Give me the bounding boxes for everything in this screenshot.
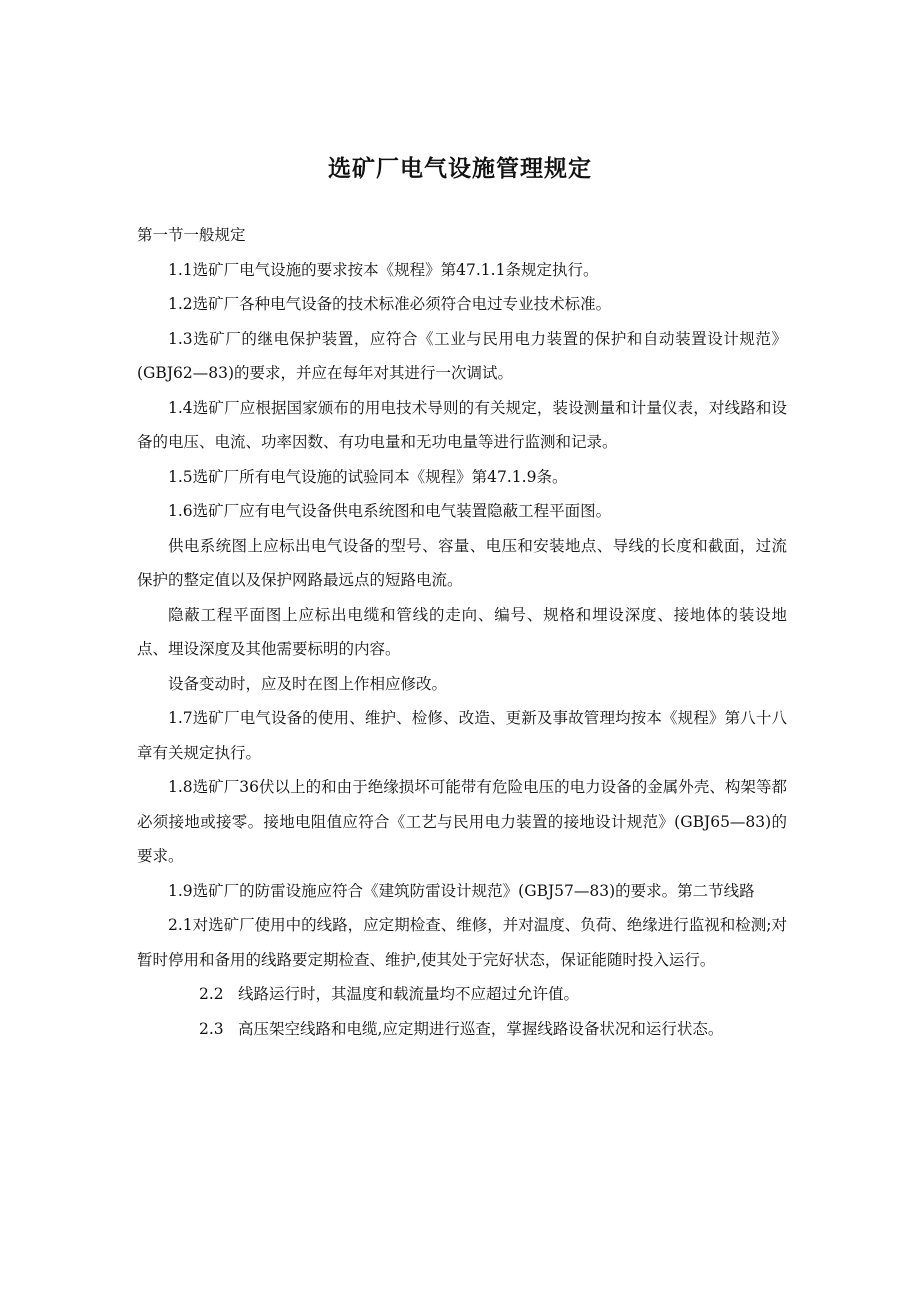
paragraph: 1.4选矿厂应根据国家颁布的用电技术导则的有关规定，装设测量和计量仪表，对线路和设备的电压、电流、功率因数、有功电量和无功电量等进行监测和记录。 — [137, 398, 787, 451]
paragraph — [137, 1012, 787, 1047]
paragraph: 1.1选矿厂电气设施的要求按本《规程》第47.1.1条规定执行。 — [168, 260, 599, 279]
paragraph: 1.5选矿厂所有电气设施的试验同本《规程》第47.1.9条。 — [168, 467, 568, 486]
clause-number: 2.2 — [199, 985, 224, 1003]
paragraph: 1.7选矿厂电气设备的使用、维护、检修、改造、更新及事故管理均按本《规程》第八十八章有关规定执行。 — [137, 709, 787, 762]
paragraph: 设备变动时，应及时在图上作相应修改。 — [168, 674, 448, 693]
paragraph: 2.1对选矿厂使用中的线路，应定期检查、维修，并对温度、负荷、绝缘进行监视和检测;对暂时停用和备用的线路要定期检查、维护,使其处于完好状态，保证能随时投入运行。 — [137, 916, 787, 969]
paragraph: 1.9选矿厂的防雷设施应符合《建筑防雷设计规范》(GBJ57—83)的要求。第二节线路 — [168, 881, 755, 900]
paragraph: 1.2选矿厂各种电气设备的技术标准必须符合电过专业技术标准。 — [168, 295, 612, 313]
paragraph — [137, 977, 787, 1012]
paragraph: 1.6选矿厂应有电气设备供电系统图和电气装置隐蔽工程平面图。 — [168, 502, 612, 520]
document-body — [137, 218, 787, 1046]
paragraph: 1.3选矿厂的继电保护装置，应符合《工业与民用电力装置的保护和自动装置设计规范》(GBJ62—83)的要求，并应在每年对其进行一次调试。 — [137, 329, 787, 382]
paragraph: 隐蔽工程平面图上应标出电缆和管线的走向、编号、规格和埋设深度、接地体的装设地点、埋设深度及其他需要标明的内容。 — [137, 605, 787, 658]
paragraph: 1.8选矿厂36伏以上的和由于绝缘损坏可能带有危险电压的电力设备的金属外壳、构架等都必须接地或接零。接地电阻值应符合《工艺与民用电力装置的接地设计规范》(GBJ65—83)的要求。 — [137, 778, 787, 865]
section-heading: 第一节一般规定 — [137, 226, 246, 244]
paragraph: 供电系统图上应标出电气设备的型号、容量、电压和安装地点、导线的长度和截面，过流保护的整定值以及保护网路最远点的短路电流。 — [137, 536, 787, 589]
clause-text: 线路运行时，其温度和载流量均不应超过允许值。 — [238, 985, 580, 1003]
clause-number: 2.3 — [199, 1019, 224, 1038]
clause-text: 高压架空线路和电缆,应定期进行巡查，掌握线路设备状况和运行状态。 — [238, 1019, 724, 1038]
document-title: 选矿厂电气设施管理规定 — [328, 156, 592, 182]
